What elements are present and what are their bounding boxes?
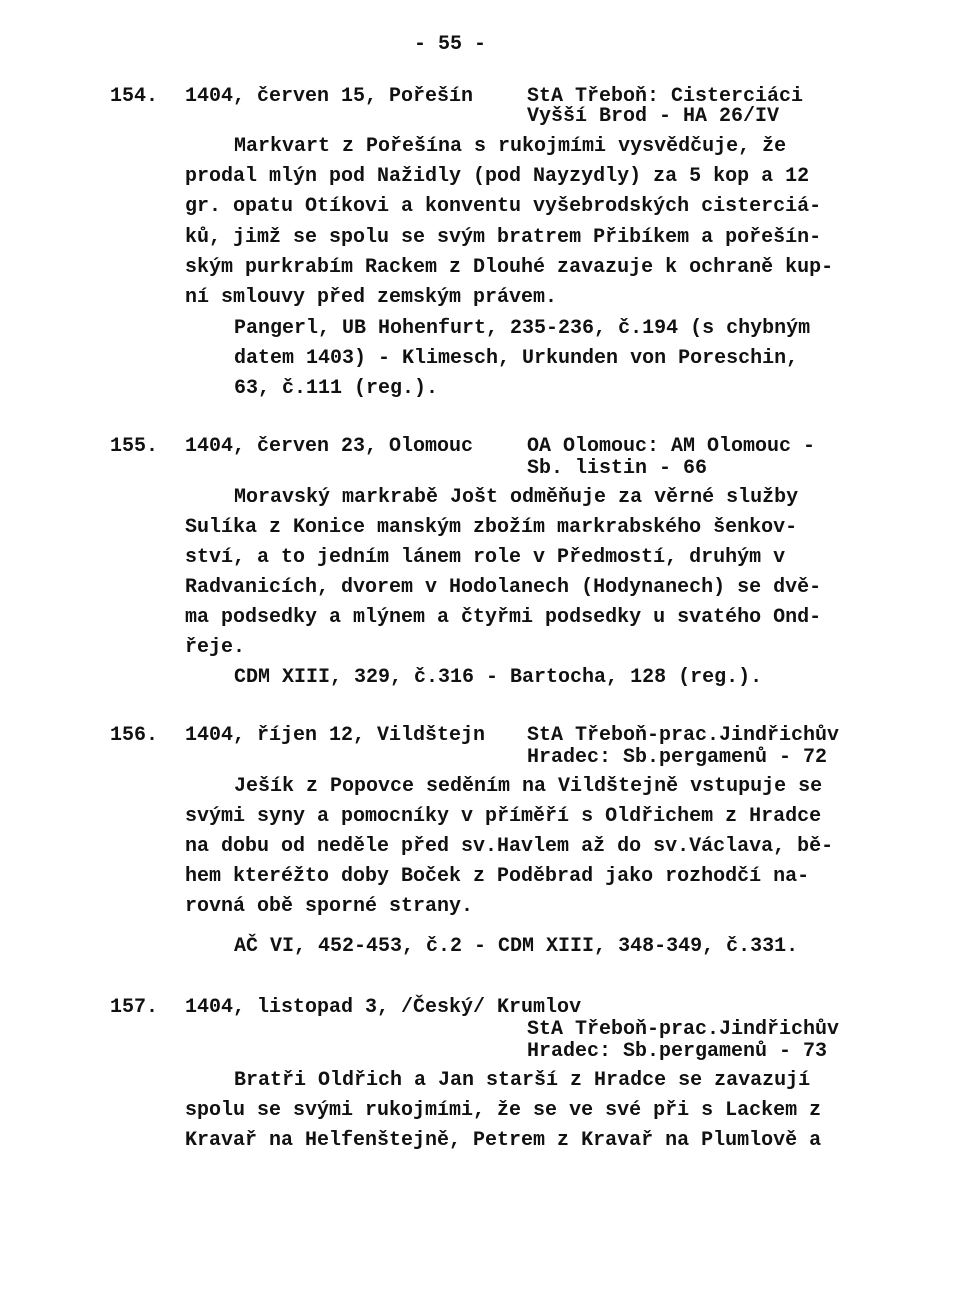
body-line: hem kteréžto doby Boček z Poděbrad jako rozhodčí na-: [185, 865, 810, 888]
reference-line: datem 1403) - Klimesch, Urkunden von Poreschin,: [234, 347, 799, 370]
archive-line: Hradec: Sb.pergamenů - 72: [527, 746, 828, 769]
archive-line: StA Třeboň-prac.Jindřichův: [527, 724, 840, 747]
body-line: Markvart z Pořešína s rukojmími vysvědčuje, že: [234, 135, 787, 158]
reference-line: 63, č.111 (reg.).: [234, 377, 439, 400]
archive-line: StA Třeboň: Cisterciáci: [527, 85, 804, 108]
archive-line: Sb. listin - 66: [527, 457, 708, 480]
body-line: Sulíka z Konice manským zbožím markrabského šenkov-: [185, 516, 798, 539]
archive-line: OA Olomouc: AM Olomouc -: [527, 435, 816, 458]
body-line: spolu se svými rukojmími, že se ve své při s Lackem z: [185, 1099, 822, 1122]
entry-number: 154.: [110, 85, 159, 108]
archive-line: Vyšší Brod - HA 26/IV: [527, 105, 780, 128]
body-line: gr. opatu Otíkovi a konventu vyšebrodských cisterciá-: [185, 195, 822, 218]
body-line: ní smlouvy před zemským právem.: [185, 286, 558, 309]
body-line: na dobu od neděle před sv.Havlem až do sv.Václava, bě-: [185, 835, 834, 858]
body-line: Radvanicích, dvorem v Hodolanech (Hodynanech) se dvě-: [185, 576, 822, 599]
entry-heading: 1404, říjen 12, Vildštejn: [185, 724, 486, 747]
body-line: ským purkrabím Rackem z Dlouhé zavazuje k ochraně kup-: [185, 256, 834, 279]
entry-number: 157.: [110, 996, 159, 1019]
reference-line: CDM XIII, 329, č.316 - Bartocha, 128 (reg.).: [234, 666, 763, 689]
entry-heading: 1404, červen 15, Pořešín: [185, 85, 474, 108]
body-line: řeje.: [185, 636, 246, 659]
page-number: - 55 -: [413, 33, 486, 56]
archive-line: StA Třeboň-prac.Jindřichův: [527, 1018, 840, 1041]
body-line: Bratři Oldřich a Jan starší z Hradce se zavazují: [234, 1069, 811, 1092]
body-line: ků, jimž se spolu se svým bratrem Přibíkem a pořešín-: [185, 226, 822, 249]
body-line: Ješík z Popovce seděním na Vildštejně vstupuje se: [234, 775, 823, 798]
archive-line: Hradec: Sb.pergamenů - 73: [527, 1040, 828, 1063]
body-line: Kravař na Helfenštejně, Petrem z Kravař na Plumlově a: [185, 1129, 822, 1152]
entry-number: 155.: [110, 435, 159, 458]
reference-line: Pangerl, UB Hohenfurt, 235-236, č.194 (s chybným: [234, 317, 811, 340]
entry-heading: 1404, listopad 3, /Český/ Krumlov: [185, 996, 582, 1019]
body-line: Moravský markrabě Jošt odměňuje za věrné služby: [234, 486, 799, 509]
body-line: ma podsedky a mlýnem a čtyřmi podsedky u svatého Ond-: [185, 606, 822, 629]
body-line: svými syny a pomocníky v příměří s Oldřichem z Hradce: [185, 805, 822, 828]
body-line: rovná obě sporné strany.: [185, 895, 474, 918]
reference-line: AČ VI, 452-453, č.2 - CDM XIII, 348-349, č.331.: [234, 935, 799, 958]
body-line: ství, a to jedním lánem role v Předmostí, druhým v: [185, 546, 786, 569]
entry-number: 156.: [110, 724, 159, 747]
entry-heading: 1404, červen 23, Olomouc: [185, 435, 474, 458]
body-line: prodal mlýn pod Nažidly (pod Nayzydly) za 5 kop a 12: [185, 165, 810, 188]
